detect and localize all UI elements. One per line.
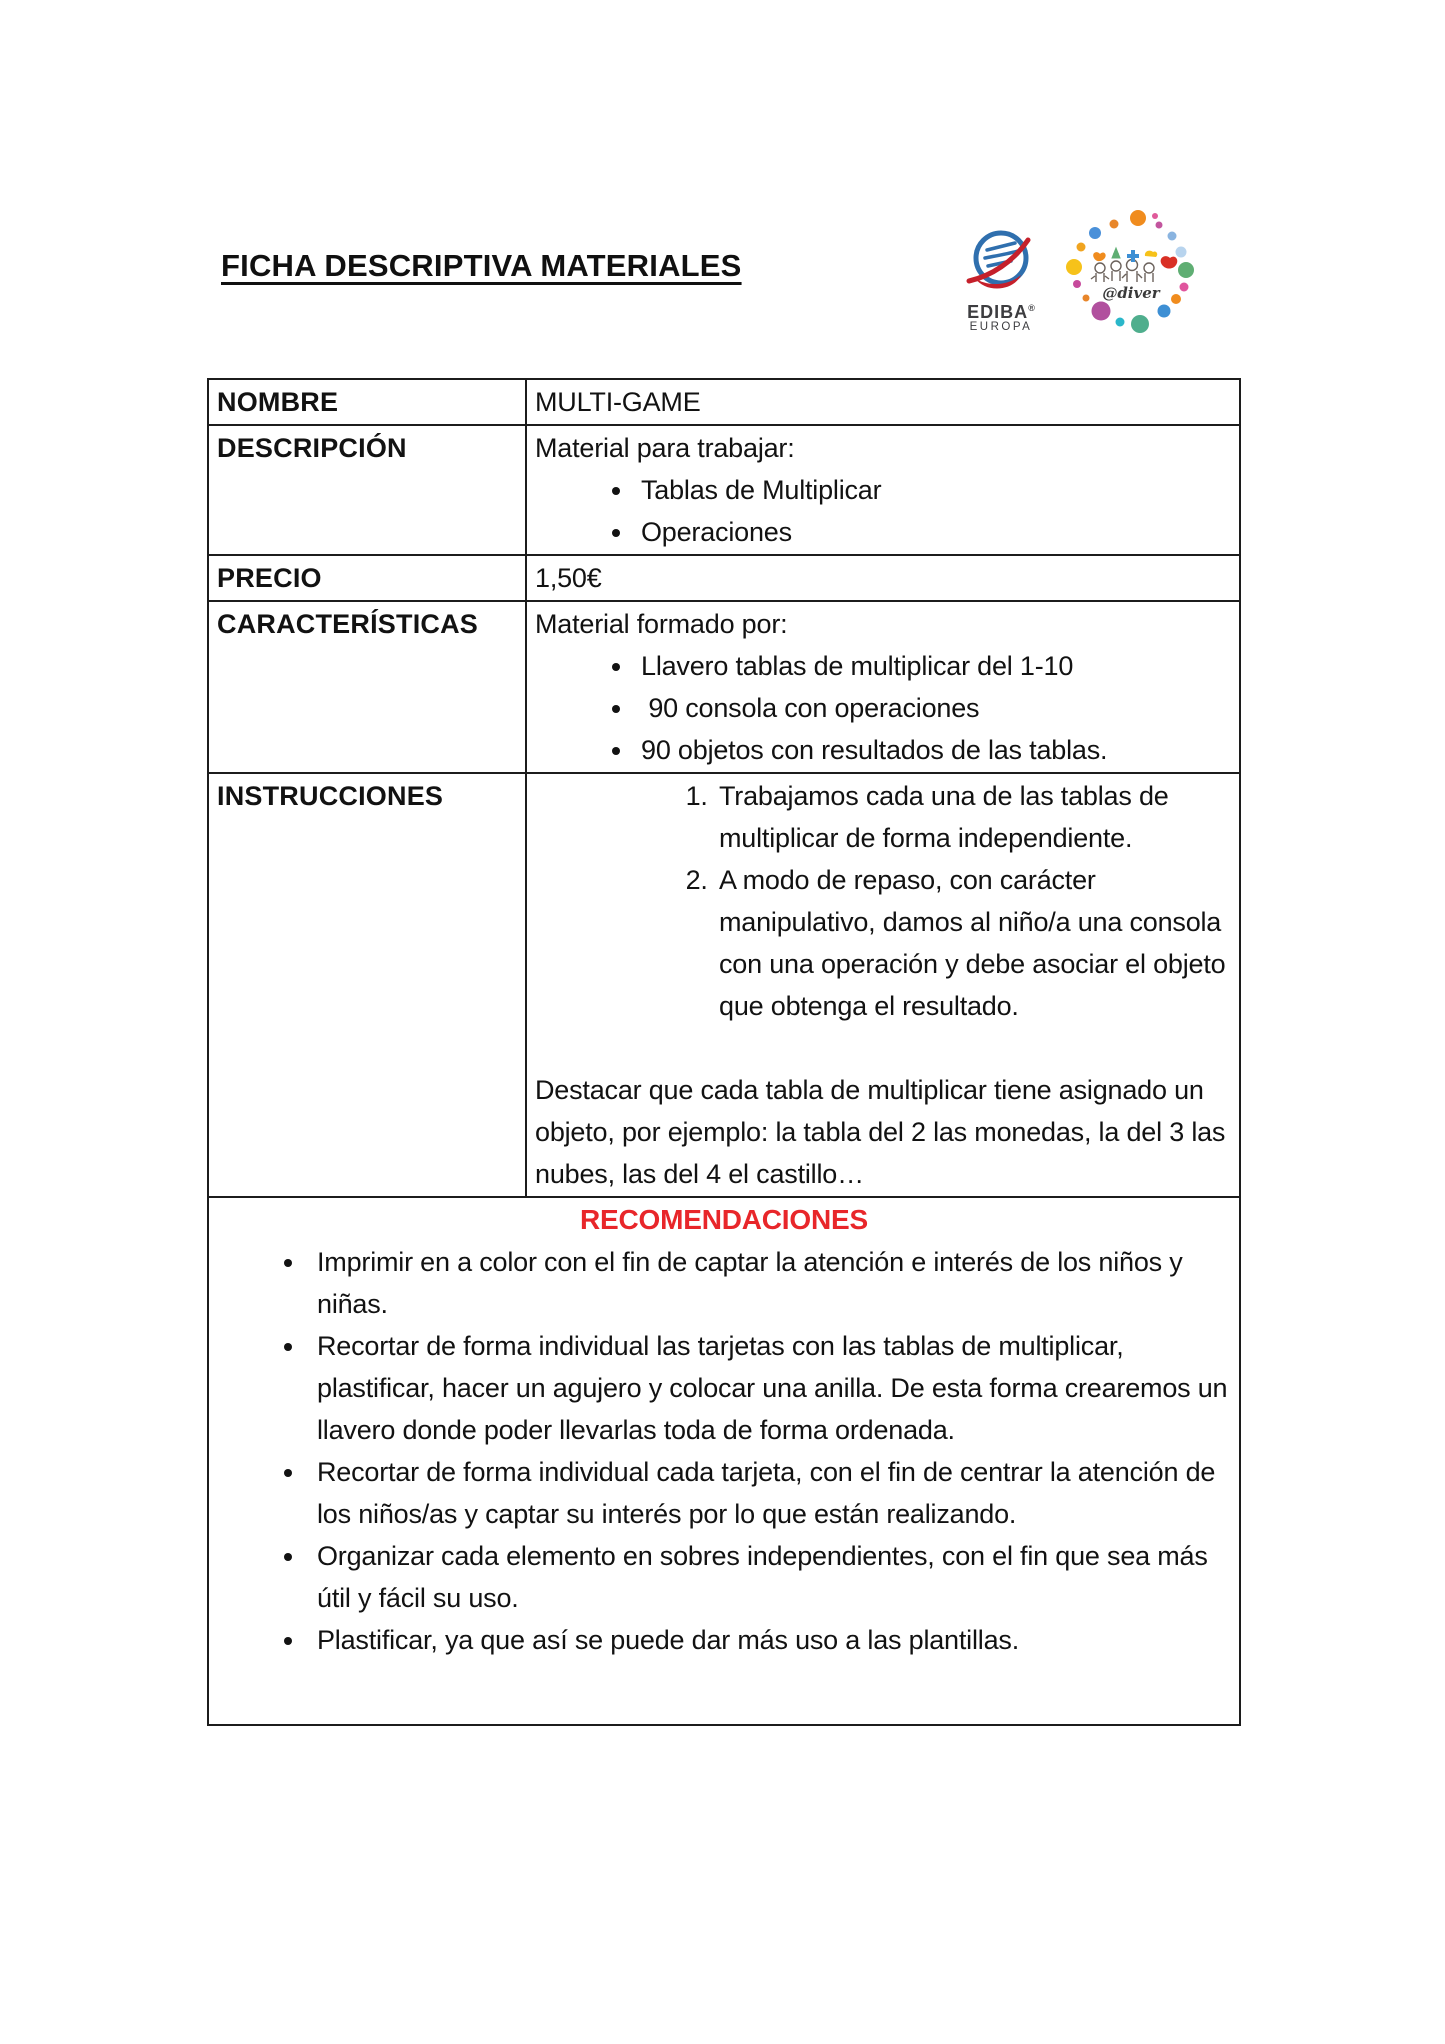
diver-logo-icon [1064, 208, 1198, 342]
list-item: • 90 objetos con resultados de las tablas. [635, 729, 1231, 771]
instructions-list [535, 775, 1231, 1027]
ediba-logo-name [955, 299, 1047, 321]
table-row-instrucciones [208, 773, 1240, 1197]
product-name: MULTI-GAME [535, 387, 701, 417]
row-label-caracteristicas: CARACTERÍSTICAS [208, 601, 526, 773]
features-intro: Material formado por: [535, 609, 788, 639]
row-value-caracteristicas [526, 601, 1240, 773]
description-list [535, 469, 1231, 553]
row-value-instrucciones [526, 773, 1240, 1197]
list-item: • Llavero tablas de multiplicar del 1-10 [635, 645, 1231, 687]
row-value-descripcion [526, 425, 1240, 555]
list-item: 2. A modo de repaso, con carácter manipulativo, damos al niño/a una consola con una operación y debe asociar el objeto que obtenga el resultado. [715, 859, 1231, 1027]
materials-table [207, 378, 1241, 1726]
table-row-recomendaciones [208, 1197, 1240, 1725]
list-item: • Plastificar, ya que así se puede dar más uso a las plantillas. [307, 1619, 1231, 1661]
diver-logo [1064, 208, 1198, 342]
table-row-caracteristicas [208, 601, 1240, 773]
list-item: • 90 consola con operaciones [635, 687, 1231, 729]
recommendations-cell [208, 1197, 1240, 1725]
recommendations-list [217, 1241, 1235, 1661]
row-value-nombre [526, 379, 1240, 425]
diver-handle-text: @diver [1102, 284, 1160, 302]
ediba-logo-icon [955, 228, 1047, 292]
recommendations-title: RECOMENDACIONES [580, 1204, 868, 1235]
ediba-wordmark: EDIBA [967, 302, 1029, 322]
row-label-descripcion: DESCRIPCIÓN [208, 425, 526, 555]
description-intro: Material para trabajar: [535, 433, 795, 463]
table-row-descripcion [208, 425, 1240, 555]
ediba-logo [955, 228, 1047, 334]
list-item: • Operaciones [635, 511, 1231, 553]
price-value: 1,50€ [535, 563, 602, 593]
table-row-precio [208, 555, 1240, 601]
list-item: • Organizar cada elemento en sobres independientes, con el fin que sea más útil y fácil su uso. [307, 1535, 1231, 1619]
list-item: • Recortar de forma individual las tarjetas con las tablas de multiplicar, plastificar, hacer un agujero y colocar una anilla. De esta forma crearemos un llavero donde poder llevarlas toda de forma ordenada. [307, 1325, 1231, 1451]
row-label-precio: PRECIO [208, 555, 526, 601]
row-label-nombre: NOMBRE [208, 379, 526, 425]
instructions-note: Destacar que cada tabla de multiplicar tiene asignado un objeto, por ejemplo: la tabla del 2 las monedas, la del 3 las nubes, las del 4 el castillo… [535, 1075, 1233, 1189]
registered-mark: ® [1028, 303, 1035, 313]
row-value-precio [526, 555, 1240, 601]
features-list [535, 645, 1231, 771]
list-item: 1. Trabajamos cada una de las tablas de multiplicar de forma independiente. [715, 775, 1231, 859]
table-row-nombre [208, 379, 1240, 425]
page-title: FICHA DESCRIPTIVA MATERIALES [221, 248, 742, 283]
ediba-logo-subtitle: EUROPA [969, 321, 1033, 333]
list-item: • Recortar de forma individual cada tarjeta, con el fin de centrar la atención de los niños/as y captar su interés por lo que están realizando. [307, 1451, 1231, 1535]
row-label-instrucciones: INSTRUCCIONES [208, 773, 526, 1197]
list-item: • Tablas de Multiplicar [635, 469, 1231, 511]
list-item: • Imprimir en a color con el fin de captar la atención e interés de los niños y niñas. [307, 1241, 1231, 1325]
